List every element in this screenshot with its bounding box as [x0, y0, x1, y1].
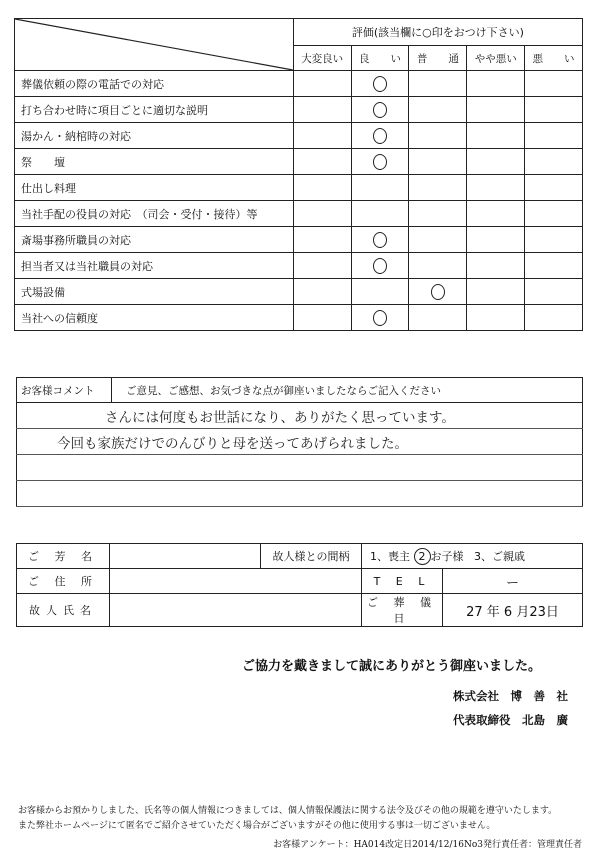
rating-cell[interactable] — [409, 201, 467, 227]
rating-row — [15, 149, 583, 175]
rating-cell[interactable] — [293, 149, 351, 175]
rating-cell[interactable] — [293, 71, 351, 97]
circle-mark-icon — [373, 258, 387, 274]
rating-cell[interactable] — [525, 149, 583, 175]
rating-cell[interactable] — [409, 279, 467, 305]
name-field[interactable] — [110, 544, 261, 569]
form-id-line: お客様アンケート：HA014改定日2014/12/16No3発行責任者：管理責任者 — [273, 840, 582, 850]
circle-mark-icon — [373, 76, 387, 92]
rating-cell[interactable] — [409, 175, 467, 201]
rating-row — [15, 175, 583, 201]
relation-option-2-circled: 2 — [414, 548, 431, 565]
rating-cell[interactable] — [351, 97, 409, 123]
rating-cell[interactable] — [351, 279, 409, 305]
rating-table — [14, 18, 583, 331]
rating-question: 葬儀依頼の際の電話での対応 — [15, 71, 294, 97]
circle-mark-icon — [373, 232, 387, 248]
rating-cell[interactable] — [525, 253, 583, 279]
relation-options[interactable] — [362, 544, 583, 569]
comment-box — [16, 377, 583, 507]
comment-line-4[interactable] — [17, 481, 583, 507]
rating-cell[interactable] — [293, 279, 351, 305]
rating-cell[interactable] — [467, 175, 525, 201]
rating-row — [15, 97, 583, 123]
rating-question: 仕出し料理 — [15, 175, 294, 201]
rating-column-header: 悪 い — [525, 46, 583, 71]
rating-header-title: 評価(該当欄に○印をおつけ下さい) — [293, 19, 582, 46]
circle-mark-icon — [373, 154, 387, 170]
deceased-name-field[interactable] — [110, 594, 362, 627]
rating-cell[interactable] — [467, 279, 525, 305]
rating-row — [15, 279, 583, 305]
rating-question: 当社への信頼度 — [15, 305, 294, 331]
relation-option-2-label: お子様 — [430, 549, 464, 563]
circle-mark-icon — [373, 102, 387, 118]
rating-cell[interactable] — [467, 253, 525, 279]
comment-instruction: ご意見、ご感想、お気づきな点が御座いましたならご記入ください — [112, 378, 583, 403]
rating-cell[interactable] — [351, 253, 409, 279]
rating-row — [15, 201, 583, 227]
rating-question: 斎場事務所職員の対応 — [15, 227, 294, 253]
rating-cell[interactable] — [409, 305, 467, 331]
rating-cell[interactable] — [467, 227, 525, 253]
rating-cell[interactable] — [351, 201, 409, 227]
address-field[interactable] — [110, 569, 362, 594]
funeral-date-label: ご 葬 儀 日 — [362, 594, 443, 627]
rating-column-header: 普 通 — [409, 46, 467, 71]
rating-cell[interactable] — [525, 201, 583, 227]
name-label: ご 芳 名 — [17, 544, 110, 569]
rating-row — [15, 123, 583, 149]
company-name: 株式会社 博 善 社 — [453, 689, 568, 703]
rating-cell[interactable] — [293, 97, 351, 123]
rating-cell[interactable] — [351, 123, 409, 149]
diagonal-line-icon — [15, 19, 293, 70]
customer-info-table — [16, 543, 583, 627]
rating-cell[interactable] — [351, 175, 409, 201]
rating-row — [15, 253, 583, 279]
diagonal-header-cell — [15, 19, 294, 71]
rating-question: 式場設備 — [15, 279, 294, 305]
rating-cell[interactable] — [351, 305, 409, 331]
rating-cell[interactable] — [525, 175, 583, 201]
rating-cell[interactable] — [525, 279, 583, 305]
rating-cell[interactable] — [525, 123, 583, 149]
rating-cell[interactable] — [467, 149, 525, 175]
comment-line-1[interactable]: さんには何度もお世話になり、ありがたく思っています。 — [17, 403, 583, 429]
rating-cell[interactable] — [293, 227, 351, 253]
relation-option-3: 3、ご親戚 — [474, 549, 525, 563]
tel-field[interactable]: ー — [443, 569, 583, 594]
privacy-notice-line-2: また弊社ホームページにて匿名でご紹介させていただく場合がございますがその他に使用する事は一切ございません。 — [18, 821, 496, 831]
rating-column-header: 大変良い — [293, 46, 351, 71]
rating-cell[interactable] — [525, 97, 583, 123]
rating-question: 祭 壇 — [15, 149, 294, 175]
circle-mark-icon — [373, 128, 387, 144]
circle-mark-icon — [373, 310, 387, 326]
rating-cell[interactable] — [525, 305, 583, 331]
address-label: ご 住 所 — [17, 569, 110, 594]
rating-cell[interactable] — [293, 175, 351, 201]
rating-row — [15, 305, 583, 331]
rating-question: 打ち合わせ時に項目ごとに適切な説明 — [15, 97, 294, 123]
rating-cell[interactable] — [351, 71, 409, 97]
rating-cell[interactable] — [525, 71, 583, 97]
rating-row — [15, 227, 583, 253]
rating-cell[interactable] — [409, 149, 467, 175]
representative-name: 代表取締役 北島 廣 — [453, 713, 568, 727]
rating-cell[interactable] — [409, 227, 467, 253]
rating-cell[interactable] — [525, 227, 583, 253]
tel-label: T E L — [362, 569, 443, 594]
privacy-notice-line-1: お客様からお預かりしました、氏名等の個人情報につきましては、個人情報保護法に関する法令及びその他の規範を遵守いたします。 — [18, 806, 558, 816]
rating-column-header: 良 い — [351, 46, 409, 71]
rating-cell[interactable] — [351, 227, 409, 253]
rating-cell[interactable] — [293, 305, 351, 331]
rating-cell[interactable] — [409, 97, 467, 123]
rating-cell[interactable] — [467, 305, 525, 331]
relation-option-1: 1、喪主 — [370, 549, 410, 563]
rating-column-header: やや悪い — [467, 46, 525, 71]
rating-cell[interactable] — [467, 201, 525, 227]
rating-cell[interactable] — [351, 149, 409, 175]
rating-question: 担当者又は当社職員の対応 — [15, 253, 294, 279]
funeral-date-field[interactable]: 27 年 6 月23日 — [443, 594, 583, 627]
rating-row — [15, 71, 583, 97]
thanks-message: ご協力を戴きまして誠にありがとう御座いました。 — [242, 659, 542, 674]
circle-mark-icon — [431, 284, 445, 300]
rating-cell[interactable] — [293, 253, 351, 279]
deceased-name-label: 故人氏名 — [17, 594, 110, 627]
comment-line-3[interactable] — [17, 455, 583, 481]
rating-cell[interactable] — [409, 253, 467, 279]
rating-question: 当社手配の役員の対応 （司会・受付・接待）等 — [15, 201, 294, 227]
rating-cell[interactable] — [467, 71, 525, 97]
rating-cell[interactable] — [467, 123, 525, 149]
relation-label: 故人様との間柄 — [261, 544, 362, 569]
comment-label: お客様コメント — [17, 378, 112, 403]
rating-cell[interactable] — [409, 71, 467, 97]
rating-cell[interactable] — [293, 201, 351, 227]
rating-cell[interactable] — [467, 97, 525, 123]
rating-cell[interactable] — [409, 123, 467, 149]
rating-question: 湯かん・納棺時の対応 — [15, 123, 294, 149]
comment-line-2[interactable]: 今回も家族だけでのんびりと母を送ってあげられました。 — [17, 429, 583, 455]
rating-cell[interactable] — [293, 123, 351, 149]
